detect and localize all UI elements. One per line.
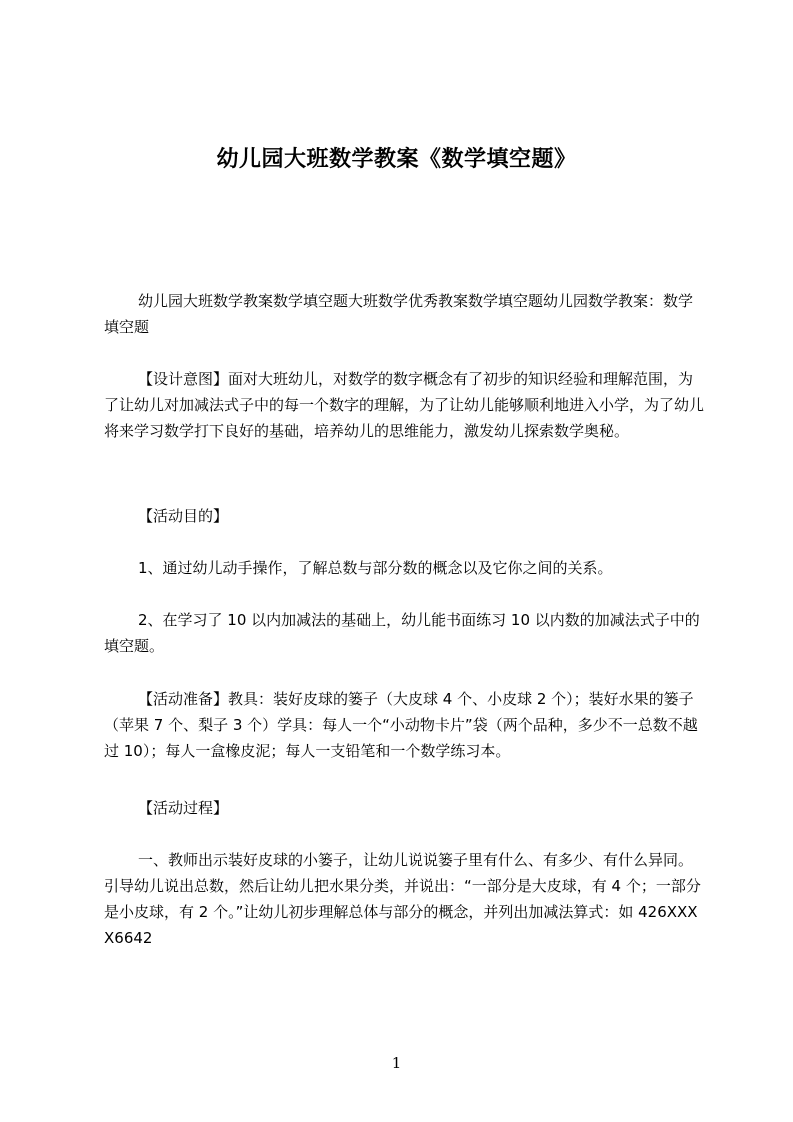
- intro-paragraph: 幼儿园大班数学教案数学填空题大班数学优秀教案数学填空题幼儿园数学教案：数学填空题: [104, 292, 694, 336]
- document-title: 幼儿园大班数学教案《数学填空题》: [216, 147, 577, 172]
- activity-preparation-paragraph: 【活动准备】教具：装好皮球的篓子（大皮球 4 个、小皮球 2 个）；装好水果的篓子（苹果 7 个、梨子 3 个）学具：每人一个“小动物卡片”袋（两个品种，多少不一总数不越过 10）；每人一盒橡皮泥；每人一支铅笔和一个数学练习本。: [104, 690, 698, 760]
- page-number: 1: [391, 1054, 402, 1072]
- activity-process-heading: 【活动过程】: [138, 799, 229, 817]
- activity-goal-heading: 【活动目的】: [138, 507, 229, 525]
- goal-item-1: 1、通过幼儿动手操作，了解总数与部分数的概念以及它你之间的关系。: [138, 559, 613, 577]
- design-intent-paragraph: 【设计意图】面对大班幼儿，对数学的数字概念有了初步的知识经验和理解范围，为了让幼儿对加减法式子中的每一个数字的理解，为了让幼儿能够顺利地进入小学，为了幼儿将来学习数学打下良好的基础，培养幼儿的思维能力，激发幼儿探索数学奥秘。: [104, 370, 704, 440]
- process-step-1: 一、教师出示装好皮球的小篓子，让幼儿说说篓子里有什么、有多少、有什么异同。引导幼儿说出总数，然后让幼儿把水果分类，并说出：“一部分是大皮球，有 4 个；一部分是小皮球，有 2 个。”让幼儿初步理解总体与部分的概念，并列出加减法算式：如 426XXXX6642: [104, 851, 701, 947]
- goal-item-2: 2、在学习了 10 以内加减法的基础上，幼儿能书面练习 10 以内数的加减法式子中的填空题。: [104, 611, 700, 655]
